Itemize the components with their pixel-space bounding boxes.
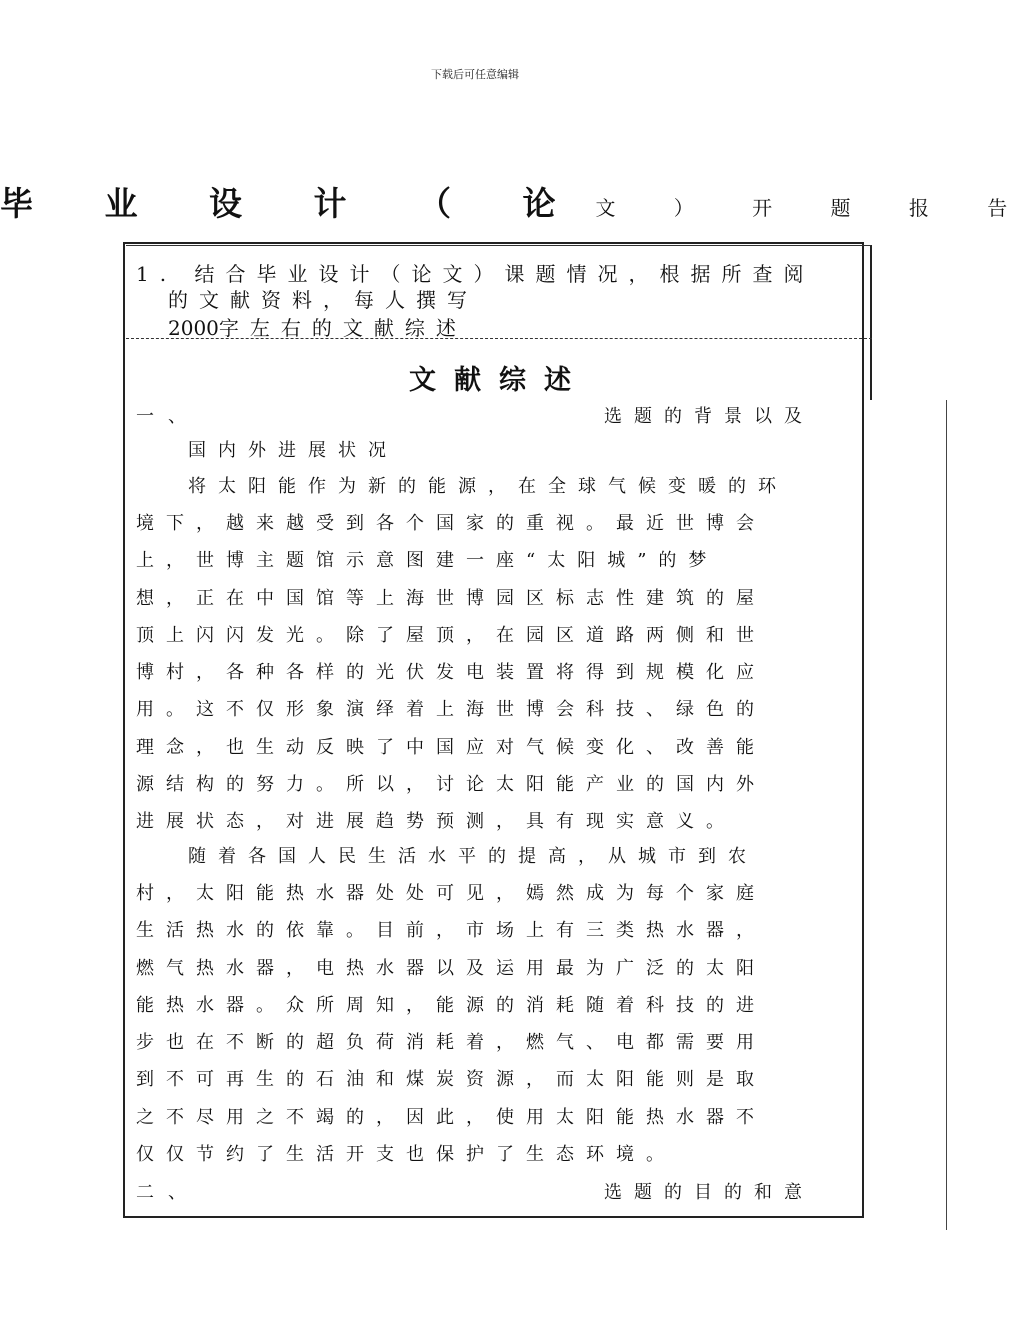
body-line: 将太阳能作为新的能源，在全球气候变暖的环 — [188, 476, 788, 497]
heading-2-text: 选题的目的和意 — [604, 1182, 814, 1203]
body-line: 理念，也生动反映了中国应对气候变化、改善能 — [136, 737, 766, 758]
body-line: 仅仅节约了生活开支也保护了生态环境。 — [136, 1144, 676, 1165]
question-line-1: 1. 结合毕业设计（论文）课题情况，根据所查阅 — [136, 262, 815, 286]
question-line-3-text: 字左右的文献综述 — [218, 316, 467, 340]
heading-1-number: 一、 — [136, 406, 200, 427]
question-line-3 — [168, 312, 467, 341]
body-line: 顶上闪闪发光。除了屋顶，在园区道路两侧和世 — [136, 625, 766, 646]
question-line-2: 的文献资料，每人撰写 — [168, 288, 478, 312]
heading-1-text: 选题的背景以及 — [604, 406, 814, 427]
body-line: 生活热水的依靠。目前，市场上有三类热水器， — [136, 920, 766, 941]
body-line: 能热水器。众所周知，能源的消耗随着科技的进 — [136, 995, 766, 1016]
body-line: 步也在不断的超负荷消耗着，燃气、电都需要用 — [136, 1032, 766, 1053]
title-main: 毕 业 设 计 （ 论 — [0, 184, 586, 223]
title-rest: 文 ） 开 题 报 告 — [595, 196, 1033, 220]
body-line: 源结构的努力。所以，讨论太阳能产业的国内外 — [136, 774, 766, 795]
question-word-count: 2000 — [168, 316, 219, 340]
body-line: 之不尽用之不竭的，因此，使用太阳能热水器不 — [136, 1107, 766, 1128]
body-line: 用。这不仅形象演绎着上海世博会科技、绿色的 — [136, 699, 766, 720]
body-line: 博村，各种各样的光伏发电装置将得到规模化应 — [136, 662, 766, 683]
body-line: 进展状态，对进展趋势预测，具有现实意义。 — [136, 811, 736, 832]
body-line: 村，太阳能热水器处处可见，嫣然成为每个家庭 — [136, 883, 766, 904]
body-line: 上，世博主题馆示意图建一座“太阳城”的梦 — [136, 550, 719, 571]
page-title — [0, 178, 1033, 225]
page-edge-line — [946, 400, 947, 1230]
body-line: 随着各国人民生活水平的提高，从城市到农 — [188, 846, 758, 867]
body-line: 境下，越来越受到各个国家的重视。最近世博会 — [136, 513, 766, 534]
body-line: 想，正在中国馆等上海世博园区标志性建筑的屋 — [136, 588, 766, 609]
body-line: 燃气热水器，电热水器以及运用最为广泛的太阳 — [136, 958, 766, 979]
header-note: 下载后可任意编辑 — [431, 68, 519, 81]
section-title: 文献综述 — [409, 365, 589, 396]
heading-1-continued: 国内外进展状况 — [188, 440, 398, 461]
body-line: 到不可再生的石油和煤炭资源，而太阳能则是取 — [136, 1069, 766, 1090]
heading-2-number: 二、 — [136, 1182, 200, 1203]
